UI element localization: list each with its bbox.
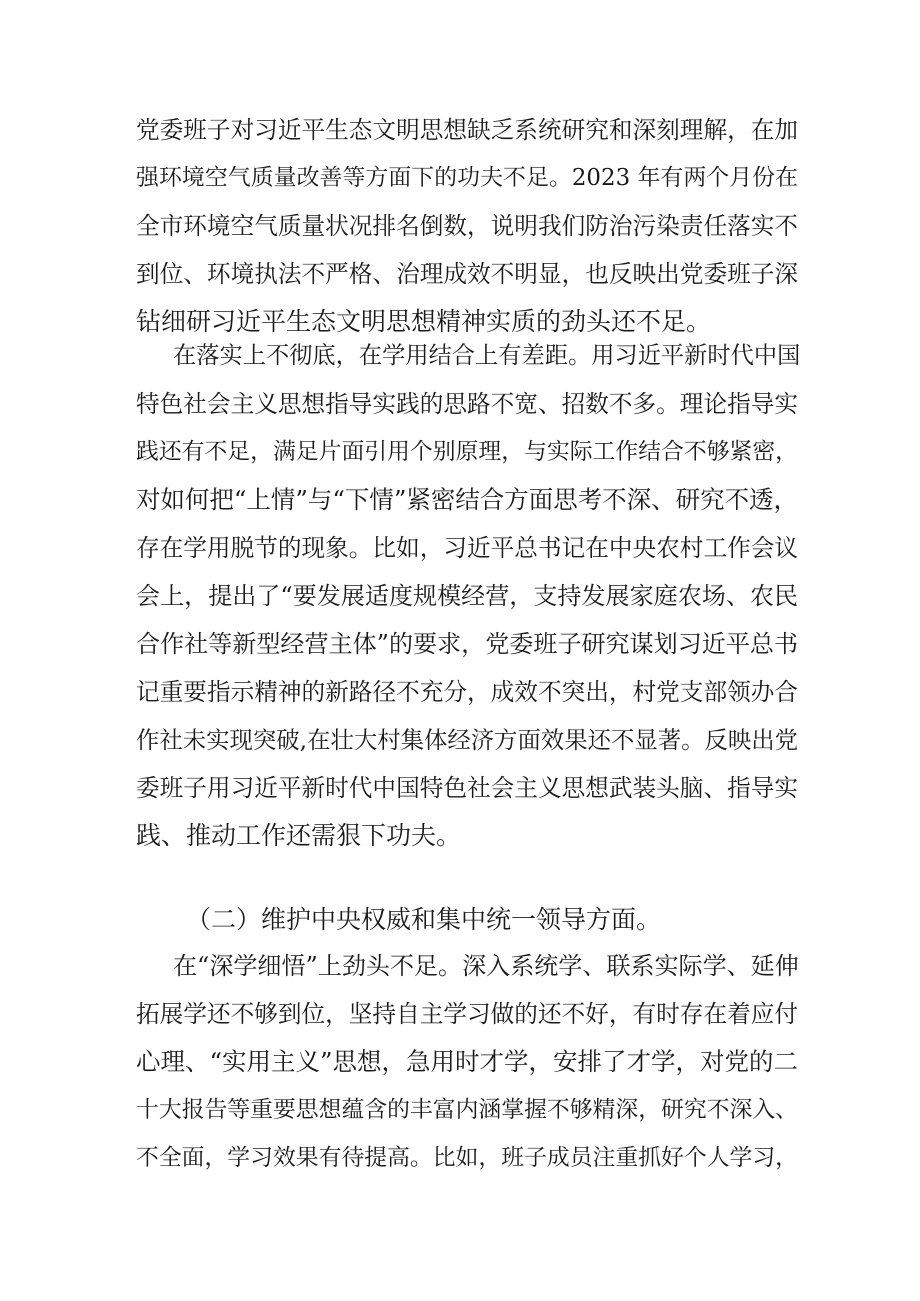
paragraph-line: 党委班子对习近平生态文明思想缺乏系统研究和深刻理解，在加	[136, 116, 798, 144]
paragraph-line: 到位、环境执法不严格、治理成效不明显，也反映出党委班子深	[136, 260, 798, 288]
paragraph-line: 拓展学还不够到位，坚持自主学习做的还不好，有时存在着应付	[136, 1000, 798, 1028]
paragraph-line: 委班子用习近平新时代中国特色社会主义思想武装头脑、指导实	[136, 774, 798, 802]
paragraph-implementation	[136, 332, 801, 860]
section-heading-text: （二）维护中央权威和集中统一领导方面。	[186, 905, 662, 934]
paragraph-line: 践还有不足，满足片面引用个别原理，与实际工作结合不够紧密，	[136, 439, 799, 465]
paragraph-line: 心理、“实用主义”思想，急用时才学，安排了才学，对党的二	[136, 1047, 798, 1076]
paragraph-line: 全市环境空气质量状况排名倒数，说明我们防治污染责任落实不	[136, 212, 798, 240]
paragraph-line: 十大报告等重要思想蕴含的丰富内涵掌握不够精深，研究不深入、	[136, 1097, 799, 1123]
paragraph-line: 特色社会主义思想指导实践的思路不宽、招数不多。理论指导实	[136, 390, 798, 418]
paragraph-line: 记重要指示精神的新路径不充分，成效不突出，村党支部领办合	[136, 678, 798, 706]
paragraph-line: 强环境空气质量改善等方面下的功夫不足。2023 年有两个月份在	[136, 165, 798, 191]
paragraph-line: 存在学用脱节的现象。比如，习近平总书记在中央农村工作会议	[136, 534, 798, 562]
section-heading	[136, 896, 798, 944]
paragraph-line: 作社未实现突破,在壮大村集体经济方面效果还不显著。反映出党	[136, 726, 798, 754]
paragraph-line: 会上，提出了“要发展适度规模经营，支持发展家庭农场、农民	[136, 582, 798, 610]
paragraph-line: 践、推动工作还需狠下功夫。	[136, 821, 462, 850]
paragraph-line: 对如何把“上情”与“下情”紧密结合方面思考不深、研究不透，	[136, 485, 798, 514]
paragraph-air-quality	[136, 106, 798, 346]
paragraph-deep-study	[136, 942, 798, 1182]
paragraph-line: 钻细研习近平生态文明思想精神实质的劲头还不足。	[136, 307, 712, 336]
paragraph-line: 合作社等新型经营主体”的要求，党委班子研究谋划习近平总书	[136, 630, 798, 658]
paragraph-line: 不全面，学习效果有待提高。比如，班子成员注重抓好个人学习，	[136, 1145, 799, 1171]
paragraph-line: 在落实上不彻底，在学用结合上有差距。用习近平新时代中国	[173, 342, 801, 369]
paragraph-line: 在“深学细悟”上劲头不足。深入系统学、联系实际学、延伸	[173, 952, 799, 980]
